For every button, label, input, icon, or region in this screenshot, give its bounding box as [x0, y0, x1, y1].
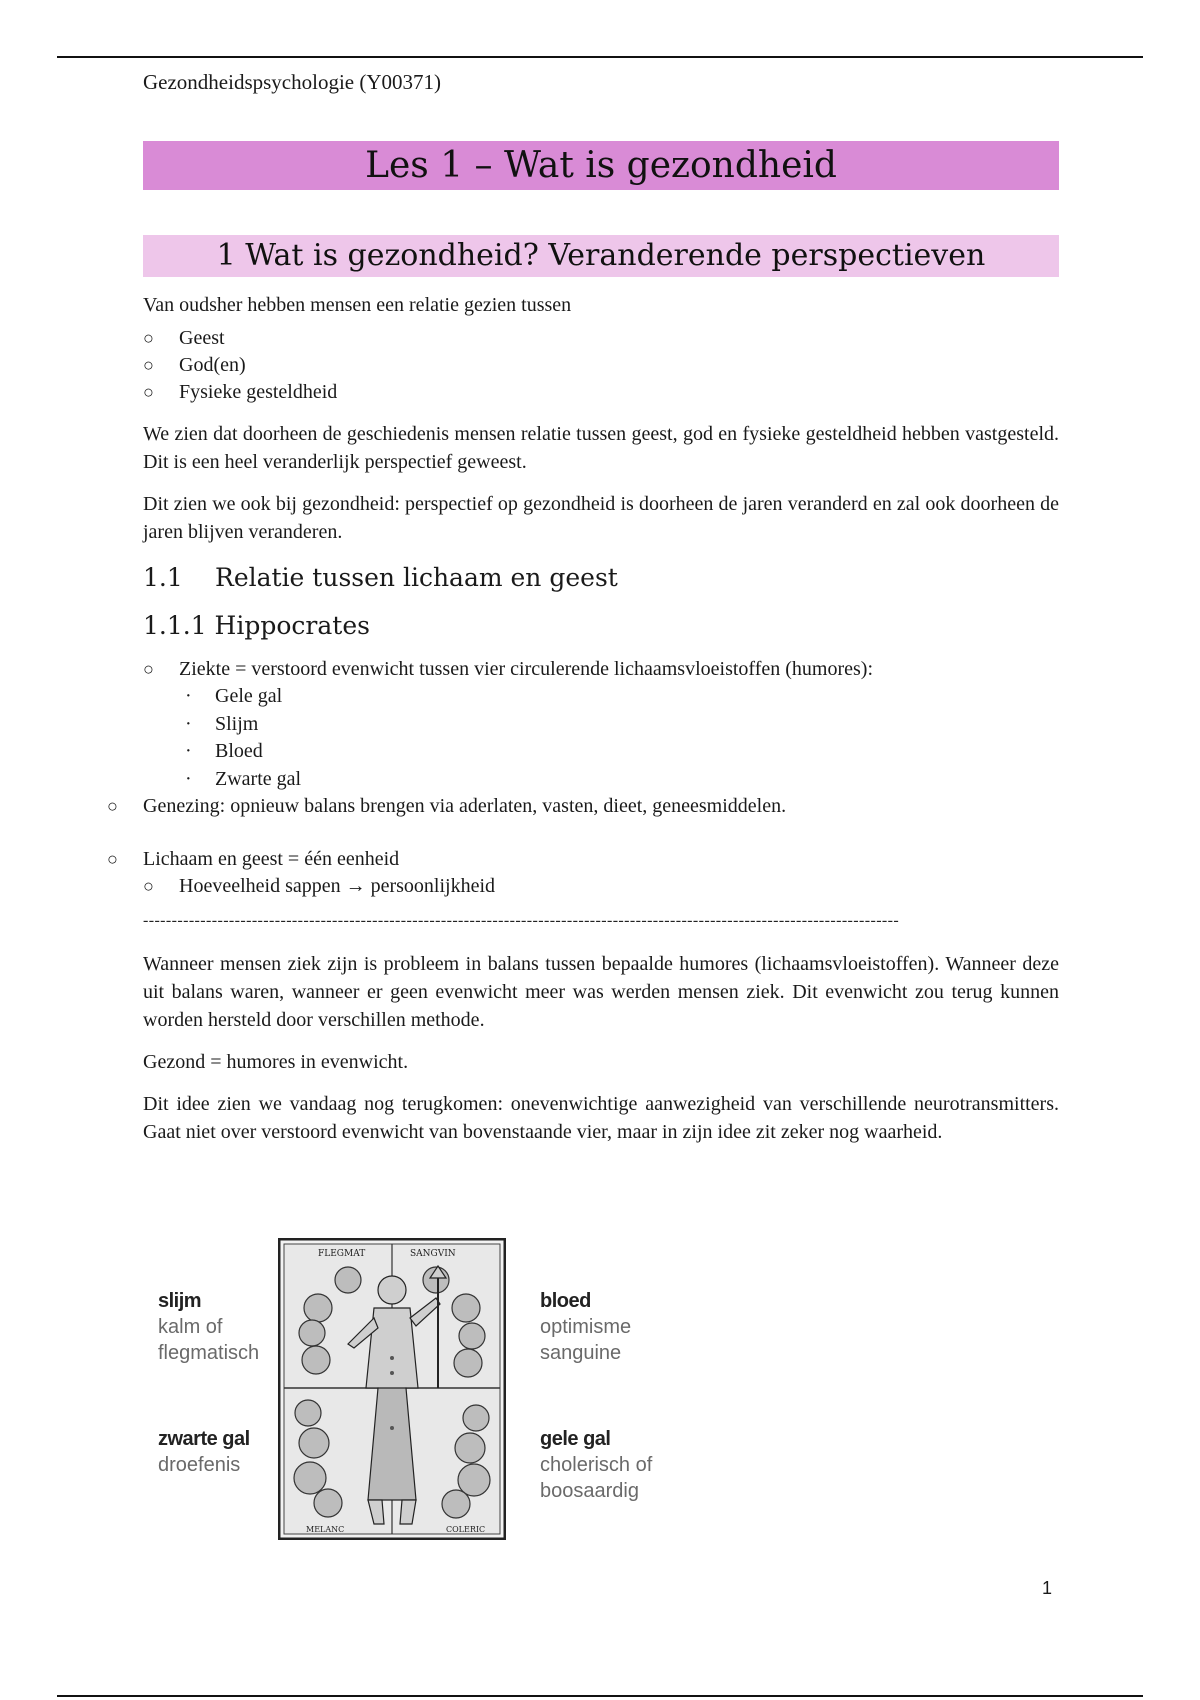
- circle-bullet-icon: ○: [143, 328, 154, 348]
- list-item: · Slijm: [143, 711, 1059, 739]
- list-item: · Zwarte gal: [143, 766, 1059, 794]
- relation-list: [143, 325, 1059, 406]
- list-item: · Bloed: [143, 738, 1059, 766]
- label-bloed: bloed optimisme sanguine: [540, 1290, 632, 1364]
- course-header: Gezondheidspsychologie (Y00371): [143, 70, 442, 94]
- section-1-title: 1 Wat is gezondheid? Veranderende perspectieven: [143, 235, 1059, 277]
- paragraph: Dit idee zien we vandaag nog terugkomen: onevenwichtige aanwezigheid van verschillende neurotransmitters. Gaat niet over verstoord evenwicht van bovenstaande vier, maar in zijn idee zit zeker nog waarheid.: [143, 1093, 1059, 1143]
- circle-bullet-icon: ○: [107, 796, 118, 816]
- dashed-separator: ------------------------------------------------------------------------------------------------------------------------------------: [143, 912, 900, 929]
- woodcut-label-melanc: MELANC: [306, 1525, 345, 1534]
- dot-bullet-icon: ·: [185, 712, 192, 735]
- list-item: ○ Fysieke gesteldheid: [143, 379, 1059, 406]
- list-item: ○ God(en): [143, 352, 1059, 379]
- section-1-intro: Van oudsher hebben mensen een relatie gezien tussen: [143, 294, 572, 316]
- hippocrates-list: [143, 656, 1059, 683]
- circle-bullet-icon: ○: [143, 876, 154, 896]
- label-slijm: slijm kalm of flegmatisch: [158, 1290, 260, 1364]
- paragraph: Gezond = humores in evenwicht.: [143, 1051, 409, 1073]
- paragraph: Wanneer mensen ziek zijn is probleem in balans tussen bepaalde humores (lichaamsvloeistoffen). Wanneer deze uit balans waren, wanneer er geen evenwicht meer was werden mensen ziek. Dit evenwicht zou terug kunnen worden hersteld door verschillen methode.: [143, 953, 1059, 1031]
- woodcut-label-coleric: COLERIC: [446, 1525, 486, 1534]
- dot-bullet-icon: ·: [185, 767, 192, 790]
- page-content: [107, 70, 1059, 1146]
- section-1-1-heading: 1.1 Relatie tussen lichaam en geest: [143, 563, 618, 592]
- top-rule: [57, 56, 1143, 58]
- dot-bullet-icon: ·: [185, 685, 192, 707]
- list-item: ○ Geest: [143, 325, 1059, 352]
- list-item: · Gele gal: [143, 683, 1059, 711]
- list-item: ○ Ziekte = verstoord evenwicht tussen vier circulerende lichaamsvloeistoffen (humores):: [143, 656, 1059, 683]
- genezing-item: ○ Genezing: opnieuw balans brengen via aderlaten, vasten, dieet, geneesmiddelen.: [107, 793, 1059, 820]
- label-zwarte-gal: zwarte gal droefenis: [158, 1428, 250, 1476]
- label-gele-gal: gele gal cholerisch of boosaardig: [540, 1428, 653, 1502]
- sappen-item: ○ Hoeveelheid sappen → persoonlijkheid: [143, 873, 1059, 900]
- circle-bullet-icon: ○: [143, 659, 154, 679]
- four-temperaments-woodcut: [278, 1238, 506, 1540]
- page-number: 1: [1042, 1578, 1053, 1598]
- woodcut-label-sangvin: SANGVIN: [410, 1249, 456, 1259]
- circle-bullet-icon: ○: [107, 849, 118, 869]
- circle-bullet-icon: ○: [143, 355, 154, 375]
- lichaam-geest-item: ○ Lichaam en geest = één eenheid: [107, 846, 1059, 873]
- circle-bullet-icon: ○: [143, 382, 154, 402]
- bottom-rule: [57, 1695, 1143, 1697]
- paragraph: We zien dat doorheen de geschiedenis mensen relatie tussen geest, god en fysieke gesteldheid hebben vastgesteld. Dit is een heel veranderlijk perspectief geweest.: [143, 423, 1059, 473]
- humores-figure: [143, 1230, 743, 1540]
- chapter-title: Les 1 – Wat is gezondheid: [143, 141, 1059, 190]
- section-1-1-1-heading: 1.1.1 Hippocrates: [143, 611, 370, 640]
- woodcut-label-flegmat: FLEGMAT: [318, 1249, 366, 1259]
- paragraph: Dit zien we ook bij gezondheid: perspectief op gezondheid is doorheen de jaren veranderd en zal ook doorheen de jaren blijven veranderen.: [143, 493, 1059, 543]
- humores-list: [143, 683, 1059, 793]
- dot-bullet-icon: ·: [185, 740, 192, 762]
